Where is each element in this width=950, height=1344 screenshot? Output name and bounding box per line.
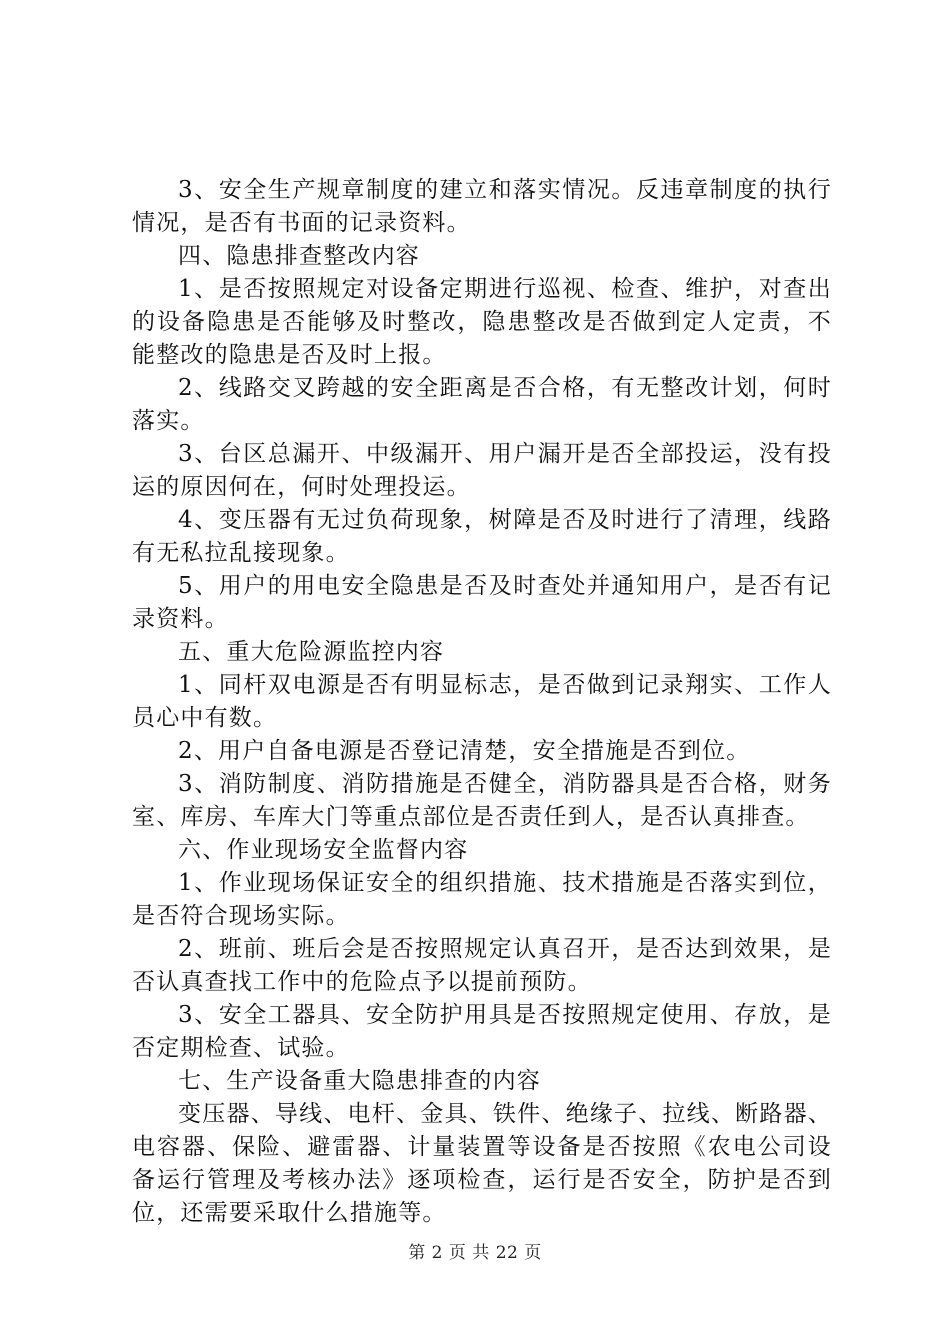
paragraph: 1、是否按照规定对设备定期进行巡视、检查、维护，对查出的设备隐患是否能够及时整改，隐患整改是否做到定人定责，不能整改的隐患是否及时上报。 <box>132 276 832 368</box>
paragraph: 2、线路交叉跨越的安全距离是否合格，有无整改计划，何时落实。 <box>132 375 832 434</box>
paragraph: 1、作业现场保证安全的组织措施、技术措施是否落实到位，是否符合现场实际。 <box>132 870 832 929</box>
document-body <box>132 174 832 1230</box>
paragraph: 3、安全生产规章制度的建立和落实情况。反违章制度的执行情况，是否有书面的记录资料。 <box>132 177 832 236</box>
paragraph: 变压器、导线、电杆、金具、铁件、绝缘子、拉线、断路器、电容器、保险、避雷器、计量装置等设备是否按照《农电公司设备运行管理及考核办法》逐项检查，运行是否安全，防护是否到位，还需要采取什么措施等。 <box>132 1101 832 1226</box>
paragraph: 3、安全工器具、安全防护用具是否按照规定使用、存放，是否定期检查、试验。 <box>132 1002 832 1061</box>
paragraph: 5、用户的用电安全隐患是否及时查处并通知用户，是否有记录资料。 <box>132 573 832 632</box>
section-heading: 四、隐患排查整改内容 <box>178 243 420 269</box>
section-heading: 五、重大危险源监控内容 <box>178 639 445 665</box>
paragraph: 1、同杆双电源是否有明显标志，是否做到记录翔实、工作人员心中有数。 <box>132 672 832 731</box>
section-heading: 七、生产设备重大隐患排查的内容 <box>178 1068 541 1094</box>
paragraph: 2、班前、班后会是否按照规定认真召开，是否达到效果，是否认真查找工作中的危险点予以提前预防。 <box>132 936 832 995</box>
section-heading: 六、作业现场安全监督内容 <box>178 837 469 863</box>
paragraph: 4、变压器有无过负荷现象，树障是否及时进行了清理，线路有无私拉乱接现象。 <box>132 507 832 566</box>
paragraph: 2、用户自备电源是否登记清楚，安全措施是否到位。 <box>178 738 751 764</box>
page-footer: 第 2 页 共 22 页 <box>408 1243 542 1263</box>
paragraph: 3、消防制度、消防措施是否健全，消防器具是否合格，财务室、库房、车库大门等重点部位是否责任到人，是否认真排查。 <box>132 771 832 830</box>
paragraph: 3、台区总漏开、中级漏开、用户漏开是否全部投运，没有投运的原因何在，何时处理投运。 <box>132 441 832 500</box>
